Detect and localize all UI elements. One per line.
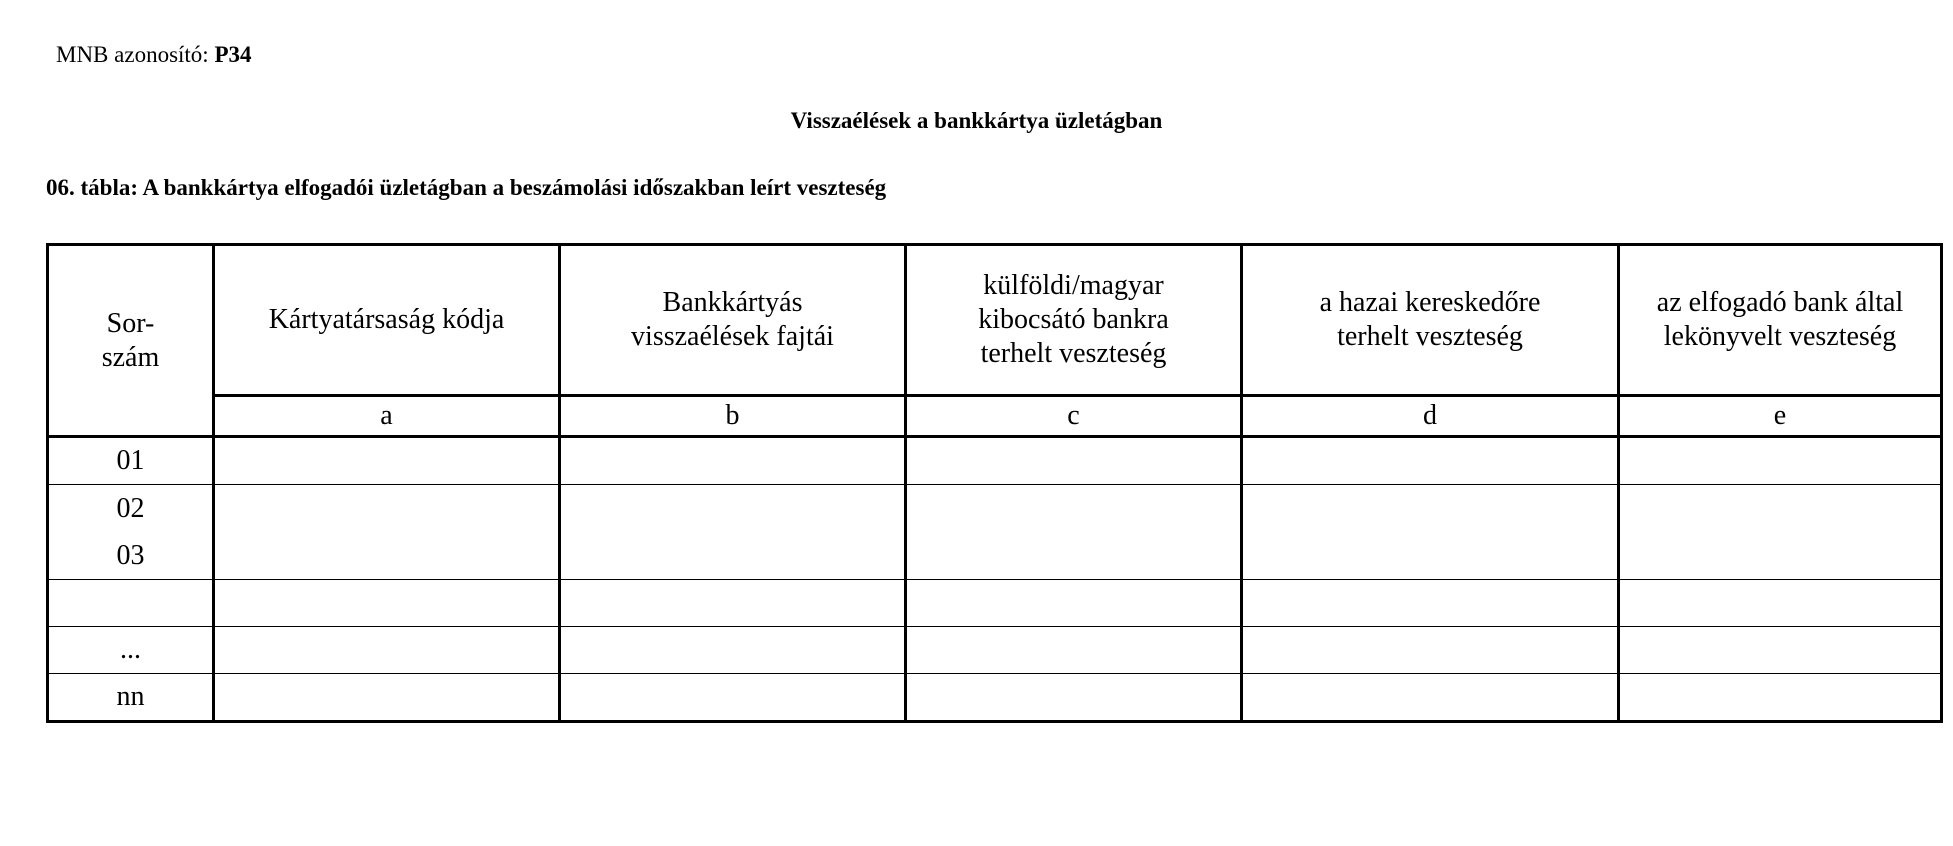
row-number-cell <box>48 485 214 580</box>
table-cell[interactable] <box>214 627 560 674</box>
column-header-line: az elfogadó bank által <box>1656 287 1904 318</box>
table-row <box>48 437 1942 485</box>
column-header-line: lekönyvelt veszteség <box>1663 321 1897 352</box>
table-cell[interactable] <box>1242 580 1619 627</box>
column-letter: a <box>214 396 560 437</box>
table-cell[interactable] <box>1242 485 1619 580</box>
table-row <box>48 627 1942 674</box>
table-cell[interactable] <box>560 437 906 485</box>
page-title: Visszaélések a bankkártya üzletágban <box>790 108 1163 133</box>
table-row <box>48 580 1942 627</box>
column-header-line: terhelt veszteség <box>980 338 1167 369</box>
table-cell[interactable] <box>906 627 1242 674</box>
column-header-line: kibocsátó bankra <box>978 304 1169 335</box>
column-header-line: Bankkártyás <box>662 287 803 318</box>
column-header-acquirer-loss <box>1619 245 1942 396</box>
column-header-merchant-loss <box>1242 245 1619 396</box>
table-cell[interactable] <box>1619 485 1942 580</box>
column-header-issuer-loss <box>906 245 1242 396</box>
report-table <box>46 243 1943 723</box>
table-row <box>48 674 1942 722</box>
table-cell[interactable] <box>560 580 906 627</box>
table-cell[interactable] <box>214 580 560 627</box>
table-cell[interactable] <box>214 485 560 580</box>
table-cell[interactable] <box>906 674 1242 722</box>
header-row <box>48 245 1942 396</box>
column-letter: d <box>1242 396 1619 437</box>
table-cell[interactable] <box>906 580 1242 627</box>
column-header-sorszam <box>48 245 214 437</box>
table-cell[interactable] <box>906 485 1242 580</box>
table-cell[interactable] <box>1242 627 1619 674</box>
table-title: 06. tábla: A bankkártya elfogadói üzletágban a beszámolási időszakban leírt veszteség <box>46 175 887 200</box>
column-letter: c <box>906 396 1242 437</box>
row-number <box>48 580 214 627</box>
table-cell[interactable] <box>906 437 1242 485</box>
row-number: nn <box>48 674 214 722</box>
table-cell[interactable] <box>1242 674 1619 722</box>
table-cell[interactable] <box>214 674 560 722</box>
mnb-identifier-value: P34 <box>214 42 252 67</box>
table-cell[interactable] <box>1619 437 1942 485</box>
column-header-line: szám <box>101 341 160 373</box>
table-cell[interactable] <box>1619 580 1942 627</box>
table-cell[interactable] <box>214 437 560 485</box>
column-header-line: terhelt veszteség <box>1337 321 1523 352</box>
row-number: 01 <box>48 437 214 485</box>
mnb-identifier <box>56 40 252 70</box>
column-header-card-company-code <box>214 245 560 396</box>
row-number: 02 <box>116 493 145 524</box>
table-cell[interactable] <box>560 674 906 722</box>
table-cell[interactable] <box>1619 627 1942 674</box>
table-cell[interactable] <box>560 485 906 580</box>
column-letter: b <box>560 396 906 437</box>
column-header-line: a hazai kereskedőre <box>1319 287 1541 318</box>
table-row <box>48 485 1942 580</box>
column-header-line: Sor- <box>106 307 155 339</box>
column-header-line: Kártyatársaság kódja <box>268 304 505 335</box>
mnb-identifier-label: MNB azonosító: <box>56 42 209 67</box>
table-cell[interactable] <box>1619 674 1942 722</box>
column-header-line: visszaélések fajtái <box>631 321 834 352</box>
row-number: ... <box>48 627 214 674</box>
table-cell[interactable] <box>1242 437 1619 485</box>
column-letter-row <box>48 396 1942 437</box>
row-number: 03 <box>116 540 145 571</box>
column-letter: e <box>1619 396 1942 437</box>
column-header-line: külföldi/magyar <box>983 270 1164 301</box>
table-cell[interactable] <box>560 627 906 674</box>
column-header-fraud-types <box>560 245 906 396</box>
